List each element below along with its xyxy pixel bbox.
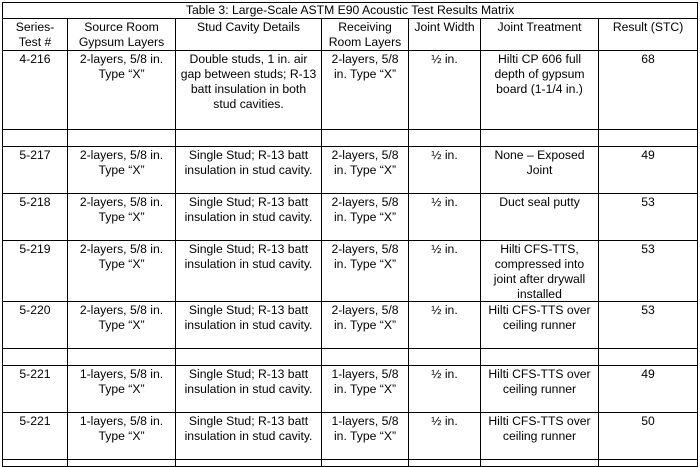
cell-joint-width: ½ in.: [409, 241, 481, 302]
cell-series-test: 5-219: [3, 241, 68, 302]
cell-joint-width: ½ in.: [409, 147, 481, 194]
results-table: [2, 2, 698, 467]
cell-series-test: 5-221: [3, 413, 68, 460]
cell-stud-cavity: Single Stud; R-13 batt insulation in stud cavity.: [176, 413, 322, 460]
header-series-test: Series-Test #: [3, 19, 68, 51]
cell-receiving-room: 2-layers, 5/8 in. Type “X”: [322, 302, 409, 349]
cell-stud-cavity: Single Stud; R-13 batt insulation in stud cavity.: [176, 194, 322, 241]
cell-result: 53: [599, 241, 698, 302]
cell-joint-width: ½ in.: [409, 413, 481, 460]
spacer-row: [3, 349, 698, 366]
cell-receiving-room: 2-layers, 5/8 in. Type “X”: [322, 241, 409, 302]
cell-source-room: 2-layers, 5/8 in. Type “X”: [68, 194, 176, 241]
cell-joint-treatment: None – Exposed Joint: [481, 147, 599, 194]
cell-joint-treatment: Hilti CFS-TTS over ceiling runner: [481, 302, 599, 349]
cell-series-test: 5-221: [3, 366, 68, 413]
cell-series-test: 5-217: [3, 147, 68, 194]
cell-receiving-room: 1-layers, 5/8 in. Type “X”: [322, 413, 409, 460]
header-row: [3, 19, 698, 51]
cell-source-room: 1-layers, 5/8 in. Type “X”: [68, 413, 176, 460]
header-source-room: Source Room Gypsum Layers: [68, 19, 176, 51]
cell-result: 50: [599, 413, 698, 460]
header-stud-cavity: Stud Cavity Details: [176, 19, 322, 51]
cell-joint-treatment: Hilti CFS-TTS over ceiling runner: [481, 366, 599, 413]
header-joint-width: Joint Width: [409, 19, 481, 51]
cell-result: 53: [599, 194, 698, 241]
cell-series-test: 5-218: [3, 194, 68, 241]
cell-joint-width: ½ in.: [409, 51, 481, 130]
cell-source-room: 2-layers, 5/8 in. Type “X”: [68, 147, 176, 194]
cell-joint-width: ½ in.: [409, 366, 481, 413]
table-row: [3, 366, 698, 413]
cell-receiving-room: 2-layers, 5/8 in. Type “X”: [322, 51, 409, 130]
table-caption-row: [3, 3, 698, 19]
table-row: [3, 413, 698, 460]
cell-receiving-room: 2-layers, 5/8 in. Type “X”: [322, 194, 409, 241]
table-row: [3, 194, 698, 241]
cell-stud-cavity: Single Stud; R-13 batt insulation in stud cavity.: [176, 147, 322, 194]
cell-result: 49: [599, 147, 698, 194]
header-receiving-room: Receiving Room Layers: [322, 19, 409, 51]
table-row: [3, 51, 698, 130]
spacer-row: [3, 460, 698, 467]
cell-receiving-room: 1-layers, 5/8 in. Type “X”: [322, 366, 409, 413]
cell-stud-cavity: Double studs, 1 in. air gap between studs; R-13 batt insulation in both stud cavities.: [176, 51, 322, 130]
cell-source-room: 1-layers, 5/8 in. Type “X”: [68, 366, 176, 413]
cell-series-test: 4-216: [3, 51, 68, 130]
cell-joint-treatment: Hilti CFS-TTS over ceiling runner: [481, 413, 599, 460]
spacer-row: [3, 130, 698, 147]
table-title: Table 3: Large-Scale ASTM E90 Acoustic Test Results Matrix: [3, 3, 698, 19]
cell-receiving-room: 2-layers, 5/8 in. Type “X”: [322, 147, 409, 194]
cell-source-room: 2-layers, 5/8 in. Type “X”: [68, 302, 176, 349]
cell-source-room: 2-layers, 5/8 in. Type “X”: [68, 241, 176, 302]
cell-joint-treatment: Duct seal putty: [481, 194, 599, 241]
cell-source-room: 2-layers, 5/8 in. Type “X”: [68, 51, 176, 130]
cell-result: 68: [599, 51, 698, 130]
cell-joint-treatment: Hilti CFS-TTS, compressed into joint after drywall installed: [481, 241, 599, 302]
table-row: [3, 241, 698, 302]
table-row: [3, 302, 698, 349]
cell-joint-width: ½ in.: [409, 194, 481, 241]
results-table-container: [2, 2, 697, 467]
cell-joint-treatment: Hilti CP 606 full depth of gypsum board (1-1/4 in.): [481, 51, 599, 130]
cell-result: 49: [599, 366, 698, 413]
table-row: [3, 147, 698, 194]
cell-stud-cavity: Single Stud; R-13 batt insulation in stud cavity.: [176, 366, 322, 413]
header-result: Result (STC): [599, 19, 698, 51]
cell-stud-cavity: Single Stud; R-13 batt insulation in stud cavity.: [176, 302, 322, 349]
cell-series-test: 5-220: [3, 302, 68, 349]
cell-result: 53: [599, 302, 698, 349]
cell-joint-width: ½ in.: [409, 302, 481, 349]
header-joint-treatment: Joint Treatment: [481, 19, 599, 51]
cell-stud-cavity: Single Stud; R-13 batt insulation in stud cavity.: [176, 241, 322, 302]
